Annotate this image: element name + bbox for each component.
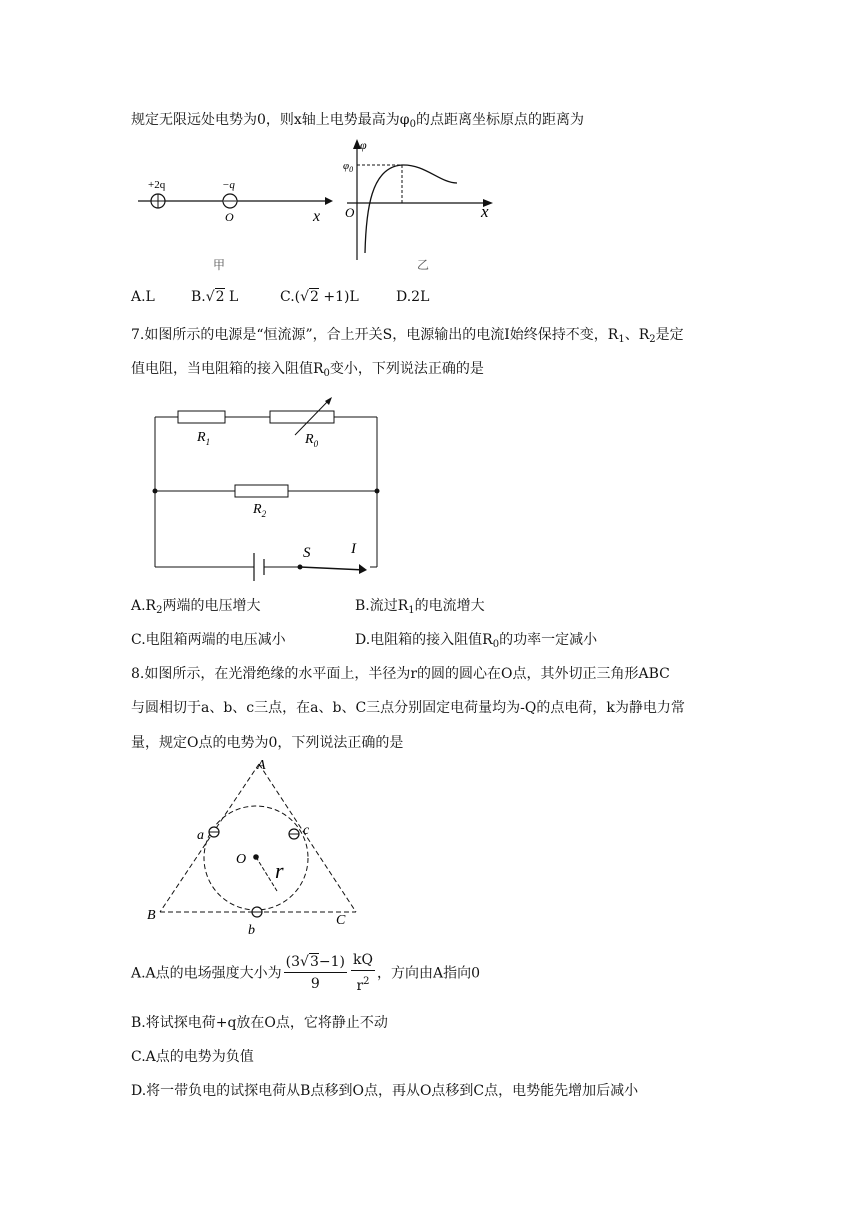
q8-stem-line1: 8.如图所示，在光滑绝缘的水平面上，半径为r的圆的圆心在O点，其外切正三角形ABC xyxy=(131,666,670,682)
q6-stem: 规定无限远处电势为0，则x轴上电势最高为$\varphi_0$的点距离坐标原点的距离为 xyxy=(131,112,584,130)
point-b-label: b xyxy=(248,923,255,938)
graph-x-label: x xyxy=(481,202,489,221)
q8-option-c: C.A点的电势为负值 xyxy=(131,1049,254,1065)
origin-label: O xyxy=(225,210,234,224)
q8-triangle-circle-figure xyxy=(140,756,365,938)
switch-label: S xyxy=(303,545,311,561)
caption-yi: 乙 xyxy=(417,258,430,272)
r0-label: $R_0$ xyxy=(305,432,319,449)
q7-option-c: C.电阻箱两端的电压减小 xyxy=(131,632,286,648)
q7-stem-line1: 7.如图所示的电源是“恒流源”，合上开关S，电源输出的电流I始终保持不变，$R_1$、$R_2$是定 xyxy=(131,327,684,345)
vertex-a-label: A xyxy=(257,758,266,773)
q8-option-a: A.A点的电场强度大小为 $\frac{(3√3-1)}{9}$ $\frac{kQ}{r^2}$ ，方向由A指向0 xyxy=(131,952,480,994)
q7-option-d: D.电阻箱的接入阻值$R_0$的功率一定减小 xyxy=(355,632,598,650)
q6-figure-charges xyxy=(130,165,340,275)
radius-r-label: r xyxy=(275,858,284,883)
r1-label: $R_1$ xyxy=(197,430,211,447)
point-a-label: a xyxy=(197,828,204,843)
charge-minus-q-label: −q xyxy=(222,179,235,191)
q6-option-b: B.√2 L xyxy=(191,289,239,305)
phi-axis-label: φ xyxy=(360,138,367,152)
q7-stem-line2: 值电阻，当电阻箱的接入阻值$R_0$变小，下列说法正确的是 xyxy=(131,361,484,379)
vertex-c-label: C xyxy=(336,913,346,928)
q8-stem-line2: 与圆相切于a、b、c三点，在a、b、C三点分别固定电荷量均为-Q的点电荷，k为静电力常 xyxy=(131,700,685,716)
q6-option-d: D.2L xyxy=(396,289,430,305)
q7-circuit-diagram xyxy=(145,395,395,590)
charge-plus-2q-label: +2q xyxy=(148,179,166,191)
center-o-label: O xyxy=(236,852,247,867)
q8-option-d: D.将一带负电的试探电荷从B点移到O点，再从O点移到C点，电势能先增加后减小 xyxy=(131,1083,639,1099)
q8-option-b: B.将试探电荷+q放在O点，它将静止不动 xyxy=(131,1015,388,1031)
q7-option-a: $A.R_2$两端的电压增大 xyxy=(131,598,261,616)
x-axis-label: x xyxy=(313,208,321,225)
q6-figure-potential-graph xyxy=(335,135,500,275)
current-label: I xyxy=(351,541,356,557)
vertex-b-label: B xyxy=(147,908,156,923)
q8-stem-line3: 量，规定O点的电势为0，下列说法正确的是 xyxy=(131,735,404,751)
q6-option-c: C.(√2 +1)L xyxy=(280,289,359,305)
r2-label: $R_2$ xyxy=(253,502,267,519)
graph-origin-label: O xyxy=(345,205,355,220)
q7-option-b: B.流过$R_1$的电流增大 xyxy=(355,598,485,616)
point-c-label: c xyxy=(303,823,310,838)
phi0-label: $\varphi_0$ xyxy=(343,160,354,174)
caption-jia: 甲 xyxy=(213,258,226,272)
q6-option-a: A.L xyxy=(131,289,155,305)
